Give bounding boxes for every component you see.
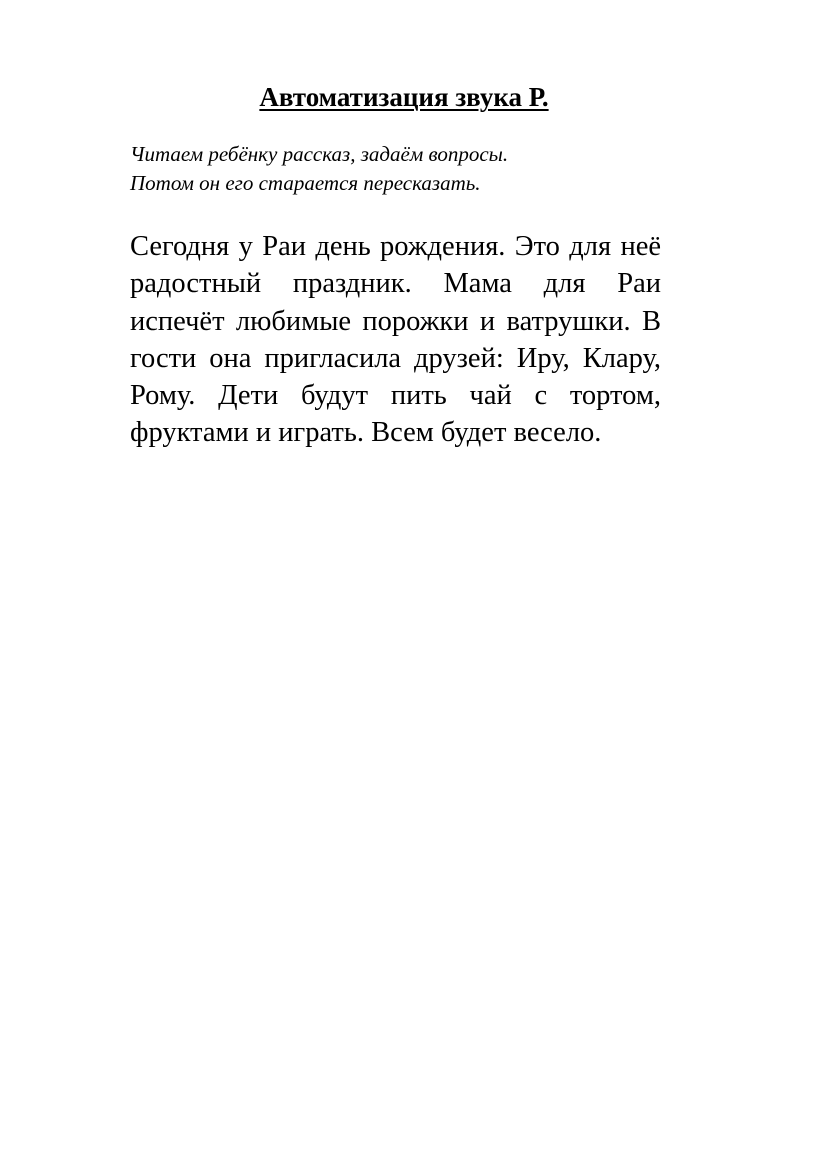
instructions	[130, 140, 690, 198]
instruction-line-2: Потом он его старается пересказать.	[130, 171, 481, 195]
document-title: Автоматизация звука Р.	[259, 82, 549, 112]
instruction-line-1: Читаем ребёнку рассказ, задаём вопросы.	[130, 142, 509, 166]
story-paragraph: Сегодня у Раи день рождения. Это для неё радостный праздник. Мама для Раи испечёт любимые порожки и ватрушки. В гости она пригласила друзей: Иру, Клару, Рому. Дети будут пить чай с тортом, фруктами и играть. Всем будет весело.	[130, 231, 661, 449]
